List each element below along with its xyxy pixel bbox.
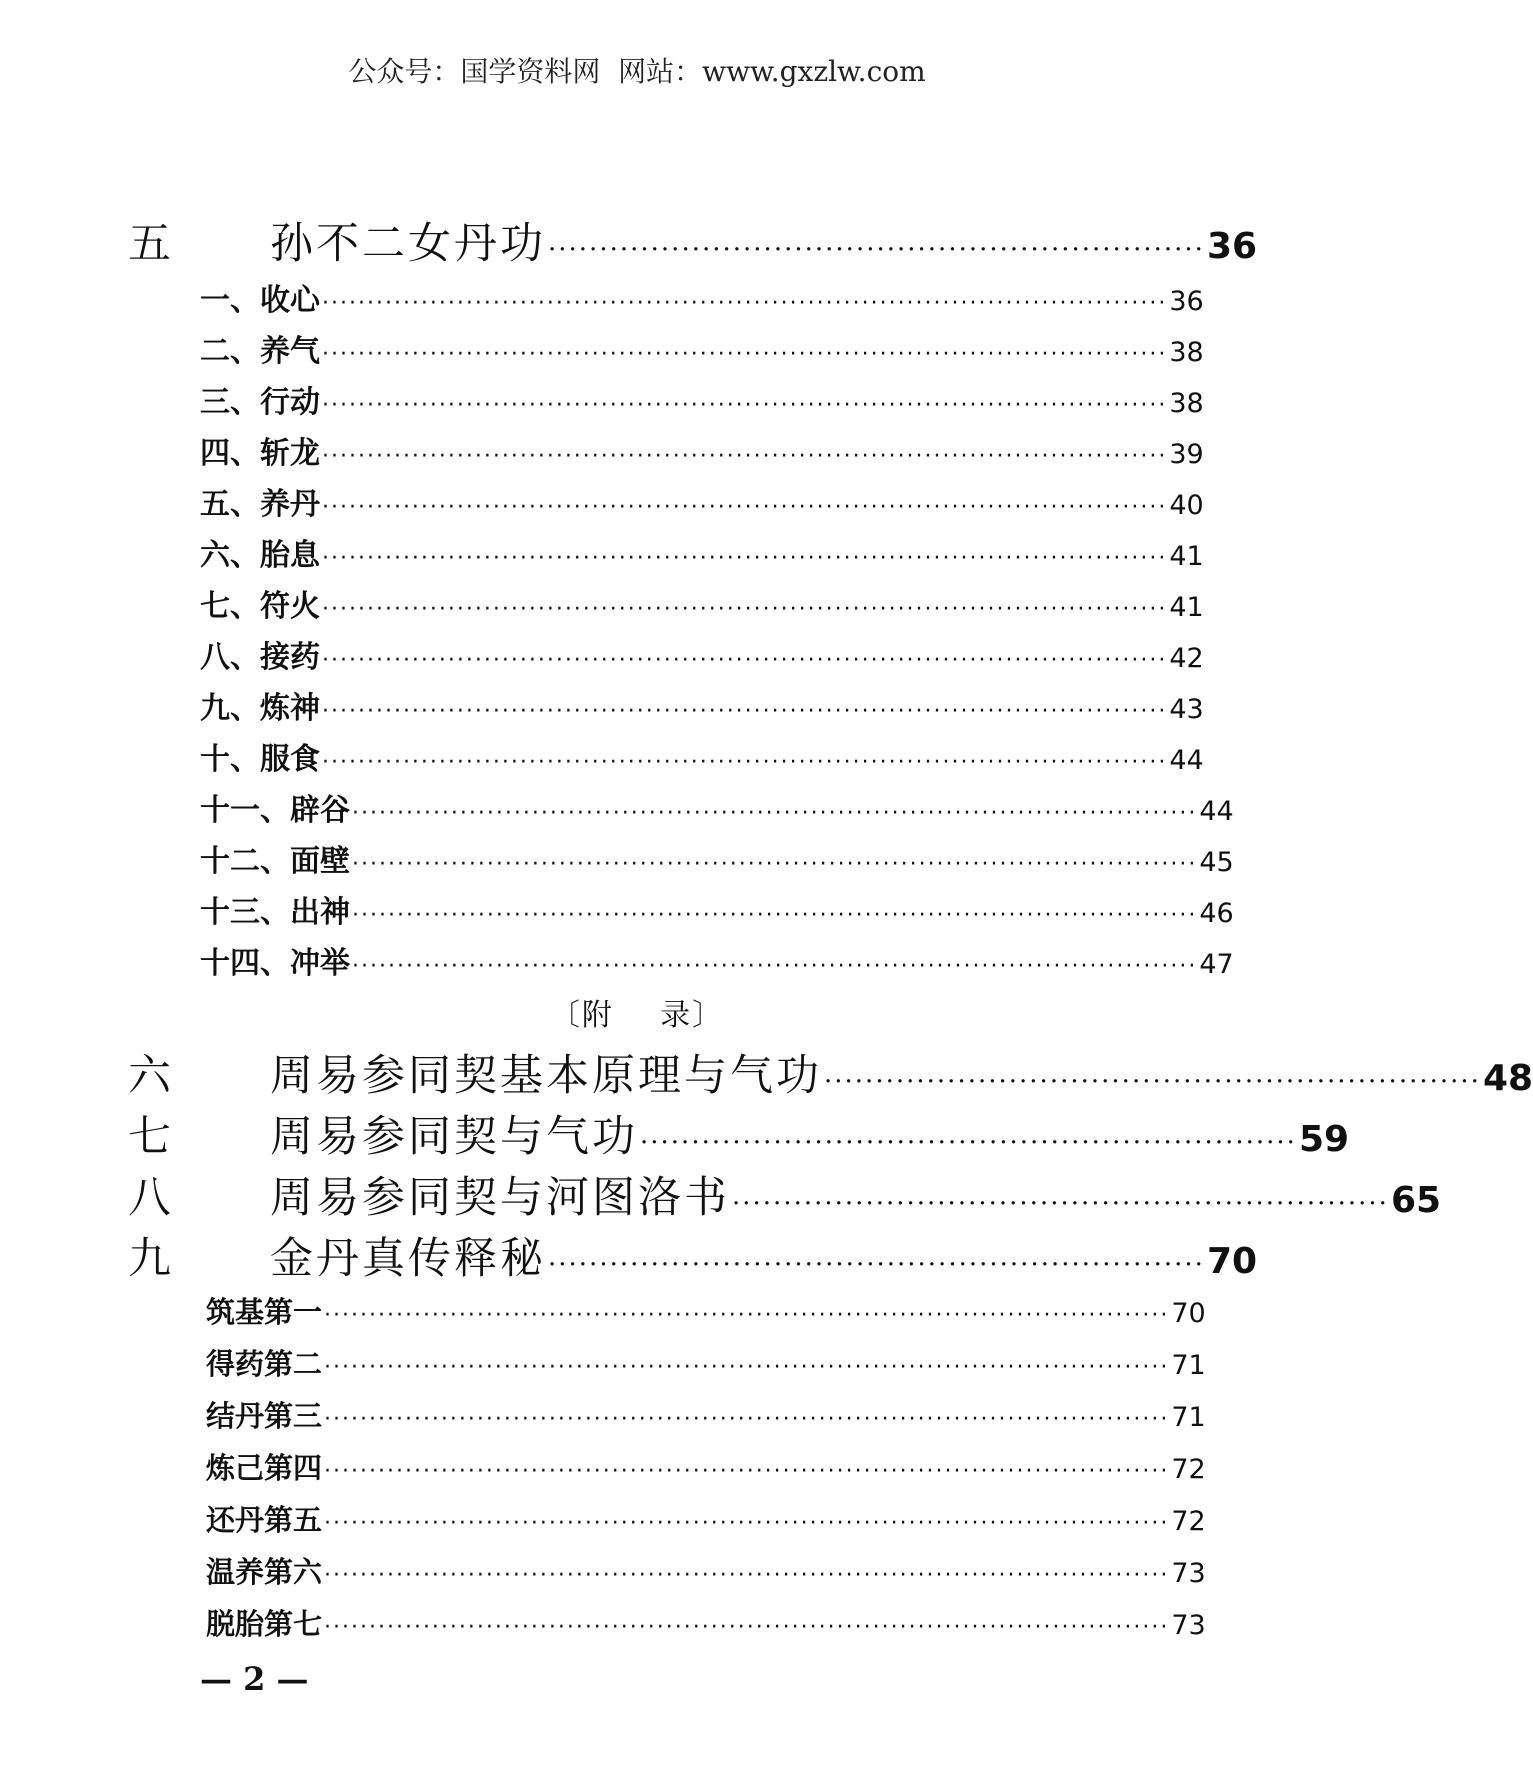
dot-leader: ······························································································ <box>322 393 1168 418</box>
item-title: 七、符火 <box>200 589 320 624</box>
chapter-title: 金丹真传释秘 <box>270 1234 546 1284</box>
toc-item <box>200 887 1234 931</box>
toc-item <box>200 683 1204 727</box>
page-number: 72 <box>1171 1454 1206 1485</box>
toc-item <box>206 1550 1206 1591</box>
page-number: 41 <box>1169 592 1204 623</box>
dot-leader: ······························································································ <box>352 903 1198 928</box>
item-title: 二、养气 <box>200 334 320 369</box>
toc-item <box>206 1602 1206 1643</box>
item-title: 十一、辟谷 <box>200 793 350 828</box>
item-title: 四、斩龙 <box>200 436 320 471</box>
page-number: 48 <box>1482 1058 1533 1099</box>
chapter-title: 周易参同契与河图洛书 <box>270 1173 730 1223</box>
dot-leader: ······························································································ <box>324 1563 1170 1588</box>
dot-leader: ································································ <box>824 1067 1481 1097</box>
toc-chapter-9 <box>128 1225 1258 1286</box>
item-title: 一、收心 <box>200 283 320 318</box>
item-title: 十三、出神 <box>200 895 350 930</box>
dot-leader: ······························································································ <box>322 750 1168 775</box>
dot-leader: ······························································································ <box>322 444 1168 469</box>
dot-leader: ······························································································ <box>324 1615 1170 1640</box>
appendix-heading: 〔附 录〕 <box>549 998 725 1033</box>
chapter-number: 九 <box>128 1234 171 1284</box>
page-number: 45 <box>1199 847 1234 878</box>
chapter-title: 孙不二女丹功 <box>270 219 546 269</box>
chapter-number: 八 <box>128 1173 171 1223</box>
toc-item <box>206 1446 1206 1487</box>
toc-item <box>200 530 1204 574</box>
dot-leader: ······························································································ <box>322 495 1168 520</box>
dot-leader: ······························································································ <box>322 699 1168 724</box>
toc-item <box>206 1394 1206 1435</box>
page-number: 38 <box>1169 388 1204 419</box>
dot-leader: ································································ <box>732 1189 1389 1219</box>
dot-leader: ······························································································ <box>322 342 1168 367</box>
page-number: 72 <box>1171 1506 1206 1537</box>
item-title: 炼己第四 <box>206 1451 323 1485</box>
page-number: 71 <box>1171 1402 1206 1433</box>
page-number: 65 <box>1390 1180 1442 1221</box>
toc-item <box>200 479 1204 523</box>
page-number: 73 <box>1171 1558 1206 1589</box>
toc-item <box>200 938 1234 982</box>
page-number: 41 <box>1169 541 1204 572</box>
dot-leader: ······························································································ <box>322 546 1168 571</box>
page-number: 36 <box>1169 286 1204 317</box>
item-title: 六、胎息 <box>200 538 320 573</box>
chapter-number: 五 <box>128 219 171 269</box>
chapter-title: 周易参同契与气功 <box>270 1112 638 1162</box>
dot-leader: ······························································································ <box>324 1407 1170 1432</box>
page-number: 47 <box>1199 949 1234 980</box>
item-title: 结丹第三 <box>206 1399 323 1433</box>
toc-chapter-5 <box>128 210 1258 271</box>
dot-leader: ······························································································ <box>352 801 1198 826</box>
page-footer-number: — 2 — <box>200 1660 309 1698</box>
toc-item <box>200 581 1204 625</box>
dot-leader: ······························································································ <box>322 597 1168 622</box>
item-title: 脱胎第七 <box>206 1607 323 1641</box>
toc-item <box>200 785 1234 829</box>
toc-item <box>200 632 1204 676</box>
page-header: 公众号：国学资料网 网站：www.gxzlw.com <box>348 55 926 88</box>
toc-item <box>200 275 1204 319</box>
page-number: 43 <box>1169 694 1204 725</box>
toc-item <box>200 734 1204 778</box>
toc-item <box>206 1290 1206 1331</box>
toc-chapter-8 <box>128 1164 1442 1225</box>
item-title: 九、炼神 <box>200 691 320 726</box>
dot-leader: ······························································································ <box>322 648 1168 673</box>
page-number: 36 <box>1206 226 1258 267</box>
item-title: 得药第二 <box>206 1347 323 1381</box>
item-title: 八、接药 <box>200 640 320 675</box>
toc-item <box>200 836 1234 880</box>
item-title: 五、养丹 <box>200 487 320 522</box>
chapter-title: 周易参同契基本原理与气功 <box>270 1051 822 1101</box>
dot-leader: ································································ <box>548 235 1205 265</box>
dot-leader: ······························································································ <box>352 954 1198 979</box>
page-number: 70 <box>1206 1241 1258 1282</box>
toc-chapter-6 <box>128 1042 1533 1103</box>
page-number: 59 <box>1298 1119 1350 1160</box>
page-number: 71 <box>1171 1350 1206 1381</box>
page-number: 38 <box>1169 337 1204 368</box>
item-title: 十四、冲举 <box>200 946 350 981</box>
chapter-number: 七 <box>128 1112 171 1162</box>
dot-leader: ······························································································ <box>324 1355 1170 1380</box>
dot-leader: ······························································································ <box>324 1459 1170 1484</box>
dot-leader: ································································ <box>548 1250 1205 1280</box>
page-number: 44 <box>1169 745 1204 776</box>
chapter-number: 六 <box>128 1051 171 1101</box>
toc-item <box>206 1342 1206 1383</box>
toc-chapter-7 <box>128 1103 1350 1164</box>
toc-item <box>200 428 1204 472</box>
toc-item <box>206 1498 1206 1539</box>
page-number: 73 <box>1171 1610 1206 1641</box>
item-title: 还丹第五 <box>206 1503 323 1537</box>
item-title: 筑基第一 <box>206 1295 323 1329</box>
page-number: 39 <box>1169 439 1204 470</box>
item-title: 十、服食 <box>200 742 320 777</box>
item-title: 三、行动 <box>200 385 320 420</box>
page-number: 42 <box>1169 643 1204 674</box>
toc-item <box>200 326 1204 370</box>
page-number: 44 <box>1199 796 1234 827</box>
dot-leader: ······························································································ <box>324 1511 1170 1536</box>
page-number: 46 <box>1199 898 1234 929</box>
dot-leader: ································································ <box>640 1128 1297 1158</box>
item-title: 温养第六 <box>206 1555 323 1589</box>
toc-item <box>200 377 1204 421</box>
page-number: 70 <box>1171 1298 1206 1329</box>
page-number: 40 <box>1169 490 1204 521</box>
item-title: 十二、面壁 <box>200 844 350 879</box>
dot-leader: ······························································································ <box>322 291 1168 316</box>
dot-leader: ······························································································ <box>324 1303 1170 1328</box>
dot-leader: ······························································································ <box>352 852 1198 877</box>
